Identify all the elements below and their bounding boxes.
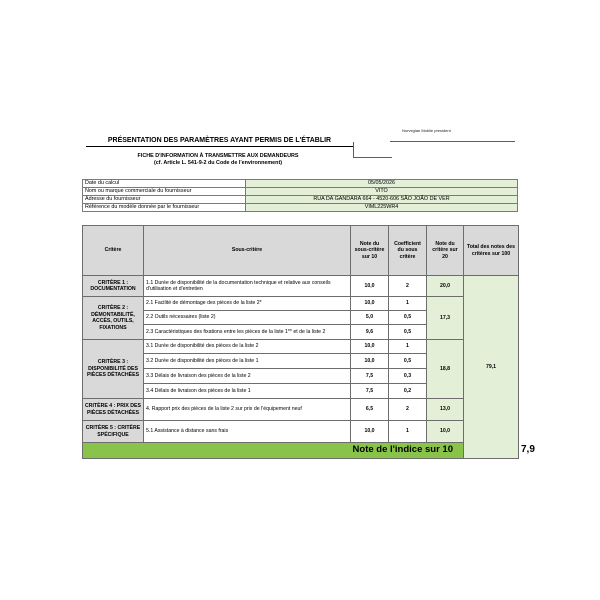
info-label: Adresse du fournisseur bbox=[83, 196, 246, 204]
info-row bbox=[83, 188, 518, 196]
header-note-critere: Note du critère sur 20 bbox=[427, 226, 464, 276]
sub-criterion-label: 2.3 Caractéristiques des fixations entre les pièces de la liste 1** et de la liste 2 bbox=[144, 325, 351, 340]
info-row bbox=[83, 204, 518, 212]
table-row bbox=[83, 276, 519, 297]
info-value: VIML225WR4 bbox=[246, 204, 518, 212]
header-critere: Critère bbox=[83, 226, 144, 276]
info-row bbox=[83, 196, 518, 204]
sub-criterion-label: 3.1 Durée de disponibilité des pièces de la liste 2 bbox=[144, 340, 351, 354]
sub-criterion-note: 10,0 bbox=[351, 276, 389, 297]
subtitle-line-1: FICHE D'INFORMATION À TRANSMETTRE AUX DEMANDEURS bbox=[137, 153, 299, 159]
sub-criterion-note: 10,0 bbox=[351, 421, 389, 443]
header-row bbox=[83, 226, 519, 276]
sub-criterion-label: 4. Rapport prix des pièces de la liste 2 sur prix de l'équipement neuf bbox=[144, 399, 351, 421]
info-label: Référence du modèle donnée par le fournisseur bbox=[83, 204, 246, 212]
index-score-label: Note de l'indice sur 10 bbox=[83, 443, 464, 459]
criterion-4-score: 13,0 bbox=[427, 399, 464, 421]
table-row bbox=[83, 297, 519, 311]
sub-criterion-note: 6,5 bbox=[351, 399, 389, 421]
info-label: Nom ou marque commerciale du fournisseur bbox=[83, 188, 246, 196]
sub-criterion-coef: 1 bbox=[389, 421, 427, 443]
sub-criterion-coef: 2 bbox=[389, 399, 427, 421]
info-row bbox=[83, 180, 518, 188]
header-coefficient: Coefficient du sous critère bbox=[389, 226, 427, 276]
criterion-3-score: 18,8 bbox=[427, 340, 464, 399]
info-label: Date du calcul bbox=[83, 180, 246, 188]
sub-criterion-coef: 2 bbox=[389, 276, 427, 297]
sub-criterion-note: 5,0 bbox=[351, 311, 389, 325]
header-fragment-text: Norvegiae Mobile president bbox=[402, 128, 451, 133]
footer-row: Note de l'indice sur 10 7,9 bbox=[83, 443, 519, 459]
sub-criterion-coef: 0,5 bbox=[389, 311, 427, 325]
sub-criterion-label: 3.2 Durée de disponibilité des pièces de la liste 1 bbox=[144, 354, 351, 369]
table-row bbox=[83, 340, 519, 354]
info-value: 05/05/2026 bbox=[246, 180, 518, 188]
table-row bbox=[83, 421, 519, 443]
table-row bbox=[83, 399, 519, 421]
sub-criterion-coef: 1 bbox=[389, 297, 427, 311]
sub-criterion-coef: 0,5 bbox=[389, 354, 427, 369]
header-note-sous-critere: Note du sous-critère sur 10 bbox=[351, 226, 389, 276]
sub-criterion-label: 2.2 Outils nécessaires (liste 2) bbox=[144, 311, 351, 325]
sub-criterion-note: 10,0 bbox=[351, 297, 389, 311]
criterion-2-name: CRITÈRE 2 : DÉMONTABILITÉ, ACCÈS, OUTILS, FIXATIONS bbox=[83, 297, 144, 340]
sub-criterion-note: 10,0 bbox=[351, 340, 389, 354]
criterion-1-name: CRITÈRE 1 : DOCUMENTATION bbox=[83, 276, 144, 297]
sub-criterion-label: 5.1 Assistance à distance sans frais bbox=[144, 421, 351, 443]
page-title: PRÉSENTATION DES PARAMÈTRES AYANT PERMIS DE L'ÉTABLIR bbox=[86, 134, 353, 147]
criterion-5-score: 10,0 bbox=[427, 421, 464, 443]
sub-criterion-label: 2.1 Facilité de démontage des pièces de la liste 2* bbox=[144, 297, 351, 311]
subtitle-line-2: (cf. Article L. 541-9-2 du Code de l'environnement) bbox=[153, 160, 283, 166]
sub-criterion-label: 3.4 Délais de livraison des pièces de la liste 1 bbox=[144, 384, 351, 399]
criterion-1-score: 20,0 bbox=[427, 276, 464, 297]
sub-criterion-note: 9,6 bbox=[351, 325, 389, 340]
sub-criterion-label: 1.1 Durée de disponibilité de la documentation technique et relative aux conseils d'utilisation et d'entretien bbox=[144, 276, 351, 297]
info-value: VITO bbox=[246, 188, 518, 196]
supplier-info-table bbox=[82, 179, 518, 212]
criterion-4-name: CRITÈRE 4 : PRIX DES PIÈCES DÉTACHÉES bbox=[83, 399, 144, 421]
sub-criterion-coef: 1 bbox=[389, 340, 427, 354]
info-value: RUA DA GANDARA 664 - 4520-606 SÃO JOÃO DE VER bbox=[246, 196, 518, 204]
header-total: Total des notes des critères sur 100 bbox=[464, 226, 519, 276]
total-score-cell: 79,1 bbox=[464, 276, 519, 459]
sub-criterion-coef: 0,5 bbox=[389, 325, 427, 340]
subtitle-block bbox=[83, 153, 353, 167]
sub-criterion-note: 7,5 bbox=[351, 384, 389, 399]
sub-criterion-coef: 0,3 bbox=[389, 369, 427, 384]
green-frame-line bbox=[390, 141, 515, 142]
header-sous-critere: Sous-critère bbox=[144, 226, 351, 276]
sub-criterion-note: 10,0 bbox=[351, 354, 389, 369]
repairability-score-table bbox=[82, 225, 535, 459]
criterion-3-name: CRITÈRE 3 : DISPONIBILITÉ DES PIÈCES DÉTACHÉES bbox=[83, 340, 144, 399]
sub-criterion-note: 7,5 bbox=[351, 369, 389, 384]
sub-criterion-label: 3.3 Délais de livraison des pièces de la liste 2 bbox=[144, 369, 351, 384]
criterion-2-score: 17,3 bbox=[427, 297, 464, 340]
criterion-5-name: CRITÈRE 5 : CRITÈRE SPÉCIFIQUE bbox=[83, 421, 144, 443]
green-frame-box bbox=[353, 142, 392, 158]
sub-criterion-coef: 0,2 bbox=[389, 384, 427, 399]
